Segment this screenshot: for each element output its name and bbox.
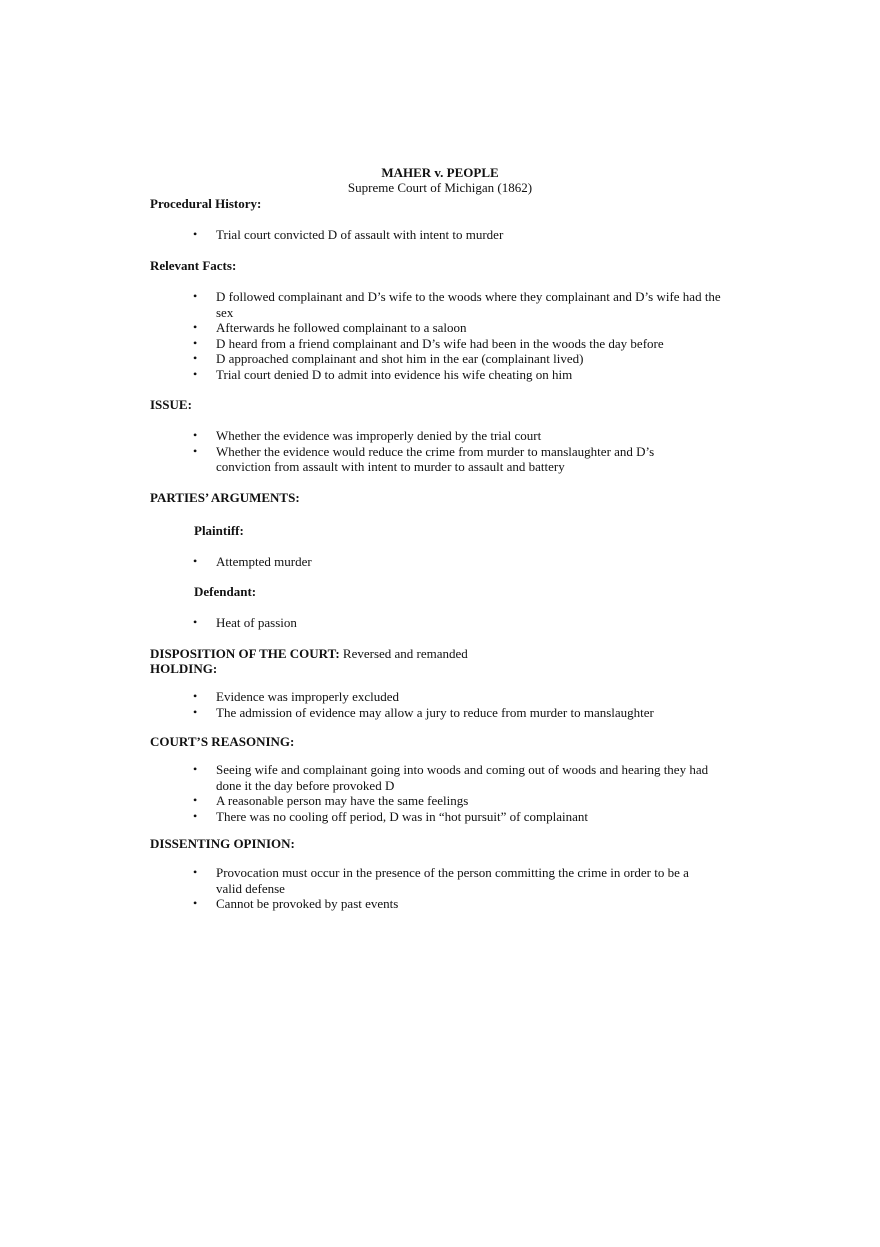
procedural-history-list — [193, 227, 733, 243]
plaintiff-list — [193, 554, 733, 570]
list-item: • Trial court denied D to admit into evidence his wife cheating on him — [193, 366, 573, 382]
list-item: • Evidence was improperly excluded — [193, 689, 400, 704]
list-item: • Trial court convicted D of assault with intent to murder — [193, 227, 504, 242]
reasoning-heading: COURT’S REASONING: — [150, 734, 295, 749]
holding-list — [193, 689, 733, 720]
bullet-icon: • — [193, 865, 198, 879]
dissent-heading: DISSENTING OPINION: — [150, 836, 295, 851]
bullet-icon: • — [193, 443, 198, 458]
relevant-facts-list — [193, 289, 733, 382]
bullet-icon: • — [193, 704, 198, 719]
bullet-icon: • — [193, 793, 198, 807]
bullet-icon: • — [193, 366, 198, 381]
bullet-icon: • — [193, 351, 198, 365]
list-item: • Seeing wife and complainant going into woods and coming out of woods and hearing they had done it the day before provoked D — [193, 762, 709, 793]
disposition — [150, 646, 468, 662]
bullet-icon: • — [193, 335, 198, 350]
list-item: • The admission of evidence may allow a jury to reduce from murder to manslaughter — [193, 704, 654, 720]
court-name: Supreme Court of Michigan (1862) — [347, 180, 533, 195]
issue-heading: ISSUE: — [150, 397, 192, 412]
list-item: • Whether the evidence was improperly denied by the trial court — [193, 428, 542, 443]
list-item: • Attempted murder — [193, 554, 312, 569]
bullet-icon: • — [193, 289, 198, 303]
bullet-icon: • — [193, 554, 198, 568]
disposition-value: Reversed and remanded — [342, 646, 468, 661]
list-item: • D followed complainant and D’s wife to the woods where they complainant and D’s wife had the sex — [193, 289, 721, 320]
procedural-history-heading: Procedural History: — [150, 196, 262, 211]
list-item: • A reasonable person may have the same feelings — [193, 793, 469, 808]
bullet-icon: • — [193, 808, 198, 823]
bullet-icon: • — [193, 227, 198, 241]
list-item: • D approached complainant and shot him in the ear (complainant lived) — [193, 351, 584, 366]
relevant-facts-heading: Relevant Facts: — [150, 258, 237, 273]
list-item: • Provocation must occur in the presence of the person committing the crime in order to be a valid defense — [193, 865, 689, 896]
issue-list — [193, 428, 693, 475]
bullet-icon: • — [193, 615, 198, 629]
defendant-heading: Defendant: — [194, 584, 257, 599]
reasoning-list — [193, 762, 718, 824]
bullet-icon: • — [193, 320, 198, 334]
list-item: • D heard from a friend complainant and D’s wife had been in the woods the day before — [193, 335, 664, 351]
dissent-list — [193, 865, 718, 912]
bullet-icon: • — [193, 896, 198, 910]
defendant-list — [193, 615, 733, 631]
list-item: • Whether the evidence would reduce the crime from murder to manslaughter and D’s conviction from assault with intent to murder to assault and battery — [193, 443, 655, 474]
bullet-icon: • — [193, 428, 198, 442]
plaintiff-heading: Plaintiff: — [194, 523, 244, 538]
list-item: • There was no cooling off period, D was in “hot pursuit” of complainant — [193, 808, 588, 824]
parties-arguments-heading: PARTIES’ ARGUMENTS: — [150, 490, 300, 505]
case-title: MAHER v. PEOPLE — [381, 165, 499, 180]
disposition-heading: DISPOSITION OF THE COURT: — [150, 646, 340, 661]
bullet-icon: • — [193, 762, 198, 776]
list-item: • Heat of passion — [193, 615, 297, 630]
list-item: • Cannot be provoked by past events — [193, 896, 399, 911]
list-item: • Afterwards he followed complainant to a saloon — [193, 320, 467, 335]
bullet-icon: • — [193, 689, 198, 703]
holding-heading: HOLDING: — [150, 661, 218, 676]
